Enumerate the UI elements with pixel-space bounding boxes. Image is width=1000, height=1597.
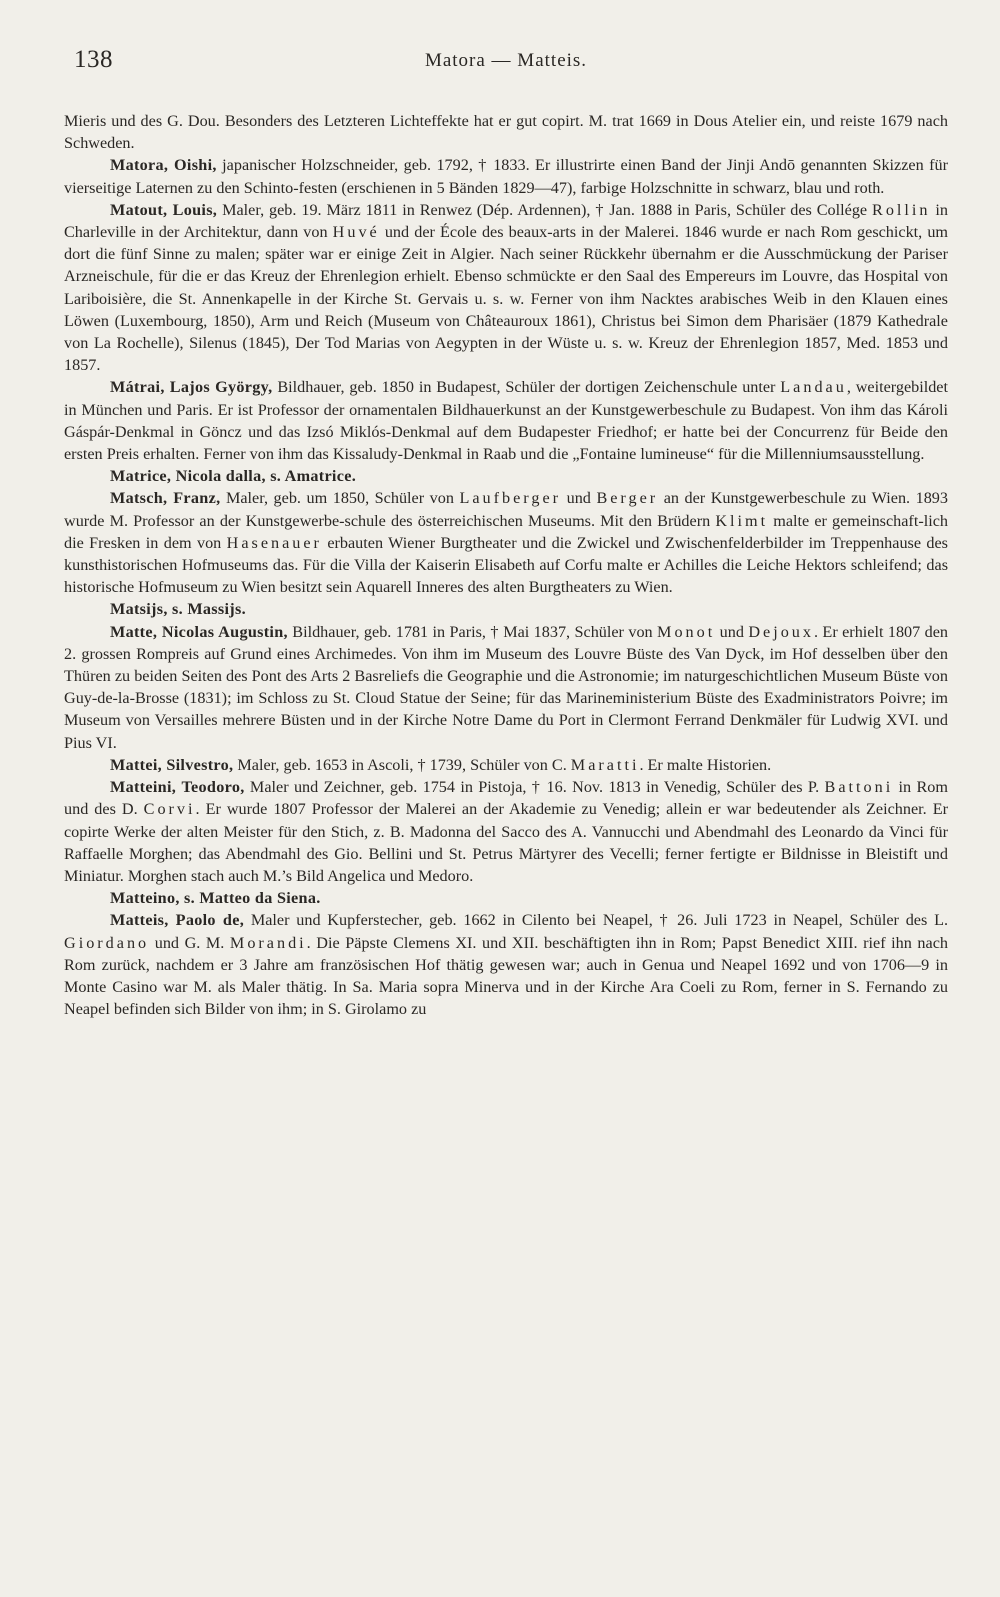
entry-headword: Matteini, Teodoro,: [110, 778, 245, 797]
entry-text: in Rom und des D.: [64, 778, 948, 819]
entry-text: . Die Päpste Clemens XI. und XII. beschäftigten ihn in Rom; Papst Benedict XIII. rief ihn nach Rom zurück, nachdem er 3 Jahre am französischen Hof thätig gewesen war; auch in Genua und Neapel 1692 und von 1706—9 in Monte Casino war M. als Maler thätig. In Sa. Maria sopra Minerva und in der Kirche Ara Coeli zu Rom, ferner in S. Fernando zu Neapel befinden sich Bilder von ihm; in S. Girolamo zu: [64, 933, 948, 1019]
entry-text: Maler und Kupferstecher, geb. 1662 in Cilento bei Neapel, † 26. Juli 1723 in Neapel, Schüler des L.: [244, 911, 948, 930]
entry-text: und der École des beaux-arts in der Malerei. 1846 wurde er nach Rom geschickt, um dort die fünf Sinne zu malen; später war er einige Zeit in Algier. Nach seiner Rückkehr übernahm er die Ausschmückung der Pariser Arzneischule, für die er das Kreuz der Ehrenlegion erhielt. Ebenso schmückte er den Saal des Empereurs im Louvre, das Hospital von Lariboisière, die St. Annenkapelle in der Kirche St. Gervais u. s. w. Ferner von ihm Nacktes arabisches Weib in den Klauen eines Löwen (Luxembourg, 1850), Arm und Reich (Museum von Châteauroux 1861), Christus bei Simon dem Pharisäer (1879 Kathedrale von La Rochelle), Silenus (1845), Der Tod Marias von Aegypten in der Wüste u. s. w. Kreuz der Ehrenlegion 1857, Med. 1853 und 1857.: [64, 223, 948, 375]
dictionary-entry: [64, 887, 948, 909]
dictionary-entry: [64, 110, 948, 154]
dictionary-entry: [64, 154, 948, 198]
spaced-name: Maratti: [570, 755, 640, 774]
entry-text: an der Kunstgewerbeschule zu Wien. 1893 wurde M. Professor an der Kunstgewerbe-schule des österreichischen Museums. Mit den Brüdern: [64, 489, 948, 530]
entry-text: malte er gemeinschaft-lich die Fresken in dem von: [64, 511, 948, 552]
entry-text: und: [561, 489, 597, 508]
entry-headword: Mattei, Silvestro,: [110, 755, 234, 774]
entry-text: , weitergebildet in München und Paris. Er ist Professor der ornamentalen Bildhauerkunst an der Kunstgewerbeschule zu Budapest. Von ihm das Károli Gáspár-Denkmal in Göncz und das Izsó Miklós-Denkmal auf dem Budapester Friedhof; er hatte bei der Concurrenz für Beide den ersten Preis erhalten. Ferner von ihm das Kissaludy-Denkmal in Raab und die „Fontaine lumineuse“ für die Millenniumsausstellung.: [64, 378, 948, 464]
entry-headword: Matte, Nicolas Augustin,: [110, 622, 288, 641]
dictionary-entry: [64, 909, 948, 1020]
dictionary-entry: [64, 376, 948, 465]
entry-headword: Mátrai, Lajos György,: [110, 378, 273, 397]
entry-text: Maler, geb. 19. März 1811 in Renwez (Dép. Ardennen), † Jan. 1888 in Paris, Schüler des Collége: [217, 200, 873, 219]
entry-text: . Er wurde 1807 Professor der Malerei an der Akademie zu Venedig; allein er war bedeutender als Zeichner. Er copirte Werke der alten Meister für den Stich, z. B. Madonna del Sacco des A. Vannucchi und Abendmahl des Leonardo da Vinci für Raffaelle Morghen; das Abendmahl des Gio. Bellini und St. Petrus Märtyrer des Vecelli; ferner fertigte er Bildnisse in Bleistift und Miniatur. Morghen stach auch M.’s Bild Angelica und Medoro.: [64, 800, 948, 885]
entry-headword: Matrice, Nicola dalla, s. Amatrice.: [110, 467, 357, 486]
entry-text: . Er erhielt 1807 den 2. grossen Rompreis auf Grund eines Archimedes. Von ihm im Museum des Louvre Büste des Van Dyck, im Hof desselben über den Thüren zu beiden Seiten des Pont des Arts 2 Basreliefs die Geographie und die Astronomie; im naturgeschichtlichen Museum Büste von Guy-de-la-Brosse (1831); im Schloss zu St. Cloud Statue der Seine; für das Marineministerium Büste des Exadministrators Poivre; im Museum von Versailles mehrere Büsten und in der Kirche Notre Dame du Port in Clermont Ferrand Denkmäler für Ludwig XVI. und Pius VI.: [64, 622, 949, 752]
spaced-name: Berger: [596, 489, 659, 508]
entry-text: und: [715, 622, 749, 641]
entry-text: Maler, geb. 1653 in Ascoli, † 1739, Schüler von C.: [233, 755, 571, 774]
entry-text: . Er malte Historien.: [639, 755, 772, 774]
entry-headword: Matteino, s. Matteo da Siena.: [110, 889, 321, 908]
spaced-name: Huvé: [332, 223, 380, 242]
page-header-title: Matora — Matteis.: [424, 50, 588, 71]
dictionary-entry: [64, 598, 948, 620]
entry-text: japanischer Holzschneider, geb. 1792, † 1833. Er illustrirte einen Band der Jinji Andō genannten Skizzen für vierseitige Laternen zu den Schinto-festen (erschienen in 5 Bänden 1829—47), farbige Holzschnitte in schwarz, blau und roth.: [64, 156, 948, 197]
spaced-name: Giordano: [64, 933, 150, 952]
spaced-name: Hasenauer: [226, 533, 322, 552]
dictionary-entries: [64, 110, 948, 1020]
entry-headword: Matout, Louis,: [110, 200, 218, 219]
spaced-name: Laufberger: [459, 489, 562, 508]
entry-text: Maler und Zeichner, geb. 1754 in Pistoja, † 16. Nov. 1813 in Venedig, Schüler des P.: [244, 778, 825, 797]
page-number: 138: [74, 46, 113, 73]
spaced-name: Dejoux: [748, 622, 814, 641]
dictionary-entry: [64, 754, 948, 776]
spaced-name: Corvi: [143, 800, 196, 819]
entry-headword: Matsch, Franz,: [110, 489, 221, 508]
dictionary-entry: [64, 199, 948, 377]
spaced-name: Klimt: [715, 511, 769, 530]
spaced-name: Landau: [780, 378, 847, 397]
spaced-name: Monot: [657, 622, 716, 641]
spaced-name: Morandi: [229, 933, 307, 952]
entry-text: Mieris und des G. Dou. Besonders des Letzteren Lichteffekte hat er gut copirt. M. trat 1669 in Dous Atelier ein, und reiste 1679 nach Schweden.: [64, 112, 948, 153]
dictionary-entry: [64, 776, 948, 887]
entry-text: und G. M.: [149, 933, 230, 952]
spaced-name: Rollin: [872, 200, 931, 219]
entry-text: Maler, geb. um 1850, Schüler von: [220, 489, 460, 508]
entry-headword: Matsijs, s. Massijs.: [110, 600, 246, 619]
entry-text: in Charleville in der Architektur, dann von: [64, 200, 949, 242]
entry-text: Bildhauer, geb. 1850 in Budapest, Schüler der dortigen Zeichenschule unter: [272, 378, 781, 397]
entry-headword: Matora, Oishi,: [110, 156, 217, 175]
dictionary-entry: [64, 621, 948, 754]
entry-text: erbauten Wiener Burgtheater und die Zwickel und Zwischenfelderbilder im Treppenhause des kunsthistorischen Hofmuseums das. Für die Villa der Kaiserin Elisabeth auf Corfu malte er Achilles die Leiche Hektors schleifend; das historische Hofmuseum zu Wien besitzt sein Aquarell Inneres des alten Burgtheaters zu Wien.: [64, 533, 948, 597]
entry-text: Bildhauer, geb. 1781 in Paris, † Mai 1837, Schüler von: [287, 622, 658, 641]
entry-headword: Matteis, Paolo de,: [110, 911, 245, 930]
dictionary-entry: [64, 465, 948, 487]
spaced-name: Battoni: [824, 778, 894, 797]
dictionary-entry: [64, 487, 948, 598]
running-head: [64, 44, 948, 84]
